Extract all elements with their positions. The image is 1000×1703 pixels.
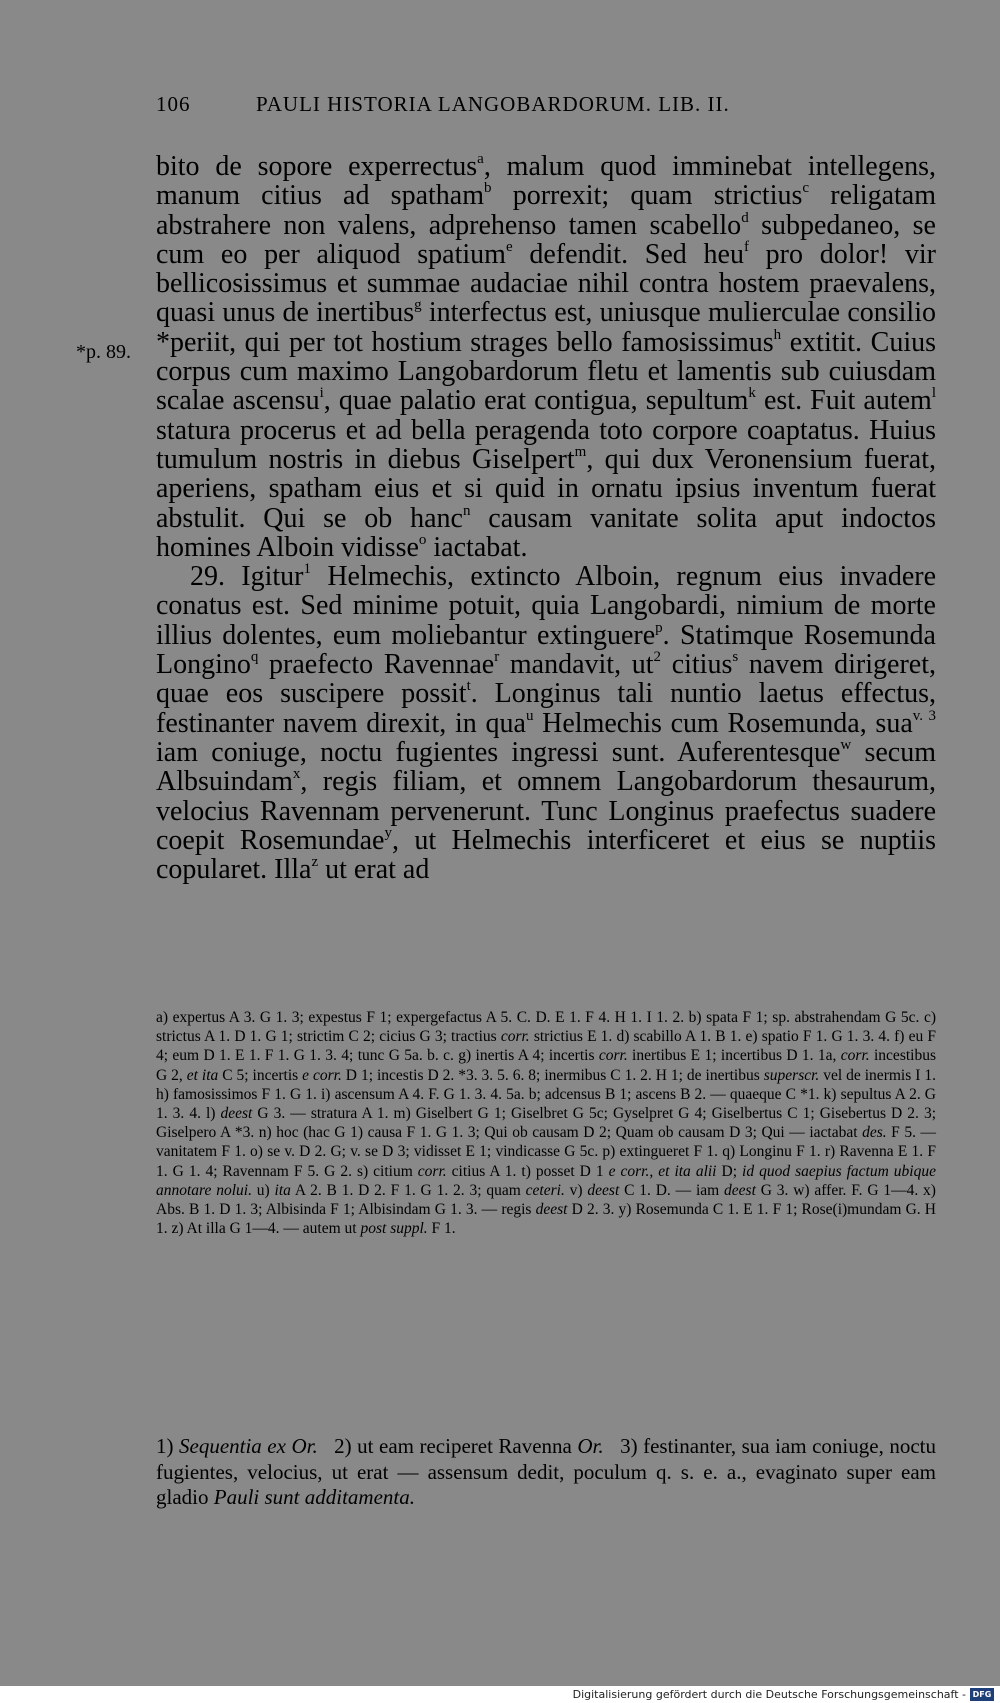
running-title: PAULI HISTORIA LANGOBARDORUM. LIB. II. (256, 92, 730, 116)
paragraph-29: 29. Igitur$^1$ Helmechis, extincto Alboin, regnum eius invadere conatus est. Sed minime potuit, quia Langobardi, nimium de morte illius dolentes, eum moliebantur extinguere$^p$. Statimque Rosemunda Longino$^q$ praefecto Ravennae$^r$ mandavit, $ut^2$ citius$^s$ navem dirigeret, quae eos suscipere possit$^t$. Longinus tali nuntio laetus effectus, festinanter navem direxit, in qua$^u$ Helmechis cum Rosemunda, sua$^{v. 3}$ iam coniuge, noctu fugientes ingressi sunt. Auferentesque$^w$ secum Albsuindam$^x$, regis filiam, et omnem Langobardorum thesaurum, velocius Ravennam pervenerunt. Tunc Longinus praefectus suadere coepit Rosemundae$^y$, ut Helmechis interficeret et eius se nuptiis copularet. Illa$^z$ ut erat ad (156, 561, 937, 886)
margin-page-reference: *p. 89. (76, 341, 131, 363)
critical-apparatus (156, 1008, 936, 1238)
source-notes (156, 1434, 936, 1511)
source-notes-text: 1) Sequentia ex Or. 2) ut eam reciperet Ravenna Or. 3) festinanter, sua iam coniuge, noctu fugientes, velocius, ut erat — assensum dedit, poculum q. s. e. a., evaginato super eam gladio Pauli sunt additamenta. (156, 1434, 936, 1509)
main-text (156, 152, 936, 884)
digitization-credit: Digitalisierung gefördert durch die Deutsche Forschungsgemeinschaft - (572, 1688, 966, 1701)
paragraph-1: bito de sopore experrectus$^a$, malum quod imminebat intellegens, manum citius ad spatham$^b$ porrexit; quam strictius$^c$ religatam abstrahere non valens, adprehenso tamen scabello$^d$ subpedaneo, se cum eo per aliquod spatium$^e$ defendit. Sed heu$^f$ pro dolor! vir bellicosissimus et summae audaciae nihil contra hostem praevalens, quasi unus de inertibus$^g$ interfectus est, uniusque mulierculae consilio *periit, qui per tot hostium strages bello famosissimus$^h$ extitit. Cuius corpus cum maximo Langobardorum fletu et lamentis sub cuiusdam scalae ascensu$^i$, quae palatio erat contigua, sepultum$^k$ est. Fuit autem$^l$ statura procerus et ad bella peragenda toto corpore coaptatus. Huius tumulum nostris in diebus Giselpert$^m$, qui dux Veronensium fuerat, aperiens, spatham eius et si quid in ornatu ipsius inventum fuerat abstulit. Qui se ob hanc$^n$ causam vanitate solita aput indoctos homines Alboin vidisse$^o$ iactabat. (156, 151, 937, 563)
dfg-logo: DFG (970, 1688, 994, 1701)
running-header (156, 92, 936, 117)
page-number: 106 (156, 92, 191, 116)
apparatus-notes: a) expertus A 3. G 1. 3; expestus F 1; expergefactus A 5. C. D. E 1. F 4. H 1. I 1. 2. b) spata F 1; sp. abstrahendam G 5c. c) strictus A 1. D 1. G 1; strictim C 2; cicius G 3; tractius corr. strictius E 1. d) scabillo A 1. B 1. e) spatio F 1. G 1. 3. 4. f) eu F 4; eum D 1. E 1. F 1. G 1. 3. 4; tunc G 5a. b. c. g) inertis A 4; incertis corr. inertibus E 1; incertibus D 1. 1a, corr. incestibus G 2, et ita C 5; incertis e corr. D 1; incestis D 2. *3. 3. 5. 6. 8; inermibus C 1. 2. H 1; de inertibus superscr. vel de inermis I 1. h) famosissimos F 1. G 1. i) ascensum A 4. F. G 1. 3. 4. 5a. b; adcensus B 1; ascens B 2. — quaeque C *1. k) sepultus A 2. G 1. 3. 4. l) deest G 3. — stratura A 1. m) Giselbert G 1; Giselbret G 5c; Gyselpret G 4; Giselbertus C 1; Gisebertus D 2. 3; Giselpero A *3. n) hoc (hac G 1) causa F 1. G 1. 3; Qui ob causam D 2; Quam ob causam D 3; Qui — iactabat des. F 5. — vanitatem F 1. o) se v. D 2. G; v. se D 3; vidisset E 1; vindicasse G 5c. p) extingueret F 1. q) Longinu F 1. r) Ravenna E 1. F 1. G 1. 4; Ravennam F 5. G 2. s) citium corr. citius A 1. t) posset D 1 e corr., et ita alii D; id quod saepius factum ubique annotare nolui. u) ita A 2. B 1. D 2. F 1. G 1. 2. 3; quam ceteri. v) deest C 1. D. — iam deest G 3. w) affer. F. G 1—4. x) Abs. B 1. D 1. 3; Albisinda F 1; Albisindam G 1. 3. — regis deest D 2. 3. y) Rosemunda C 1. E 1. F 1; Rose(i)mundam G. H 1. z) At illa G 1—4. — autem ut post suppl. F 1. (156, 1009, 937, 1238)
